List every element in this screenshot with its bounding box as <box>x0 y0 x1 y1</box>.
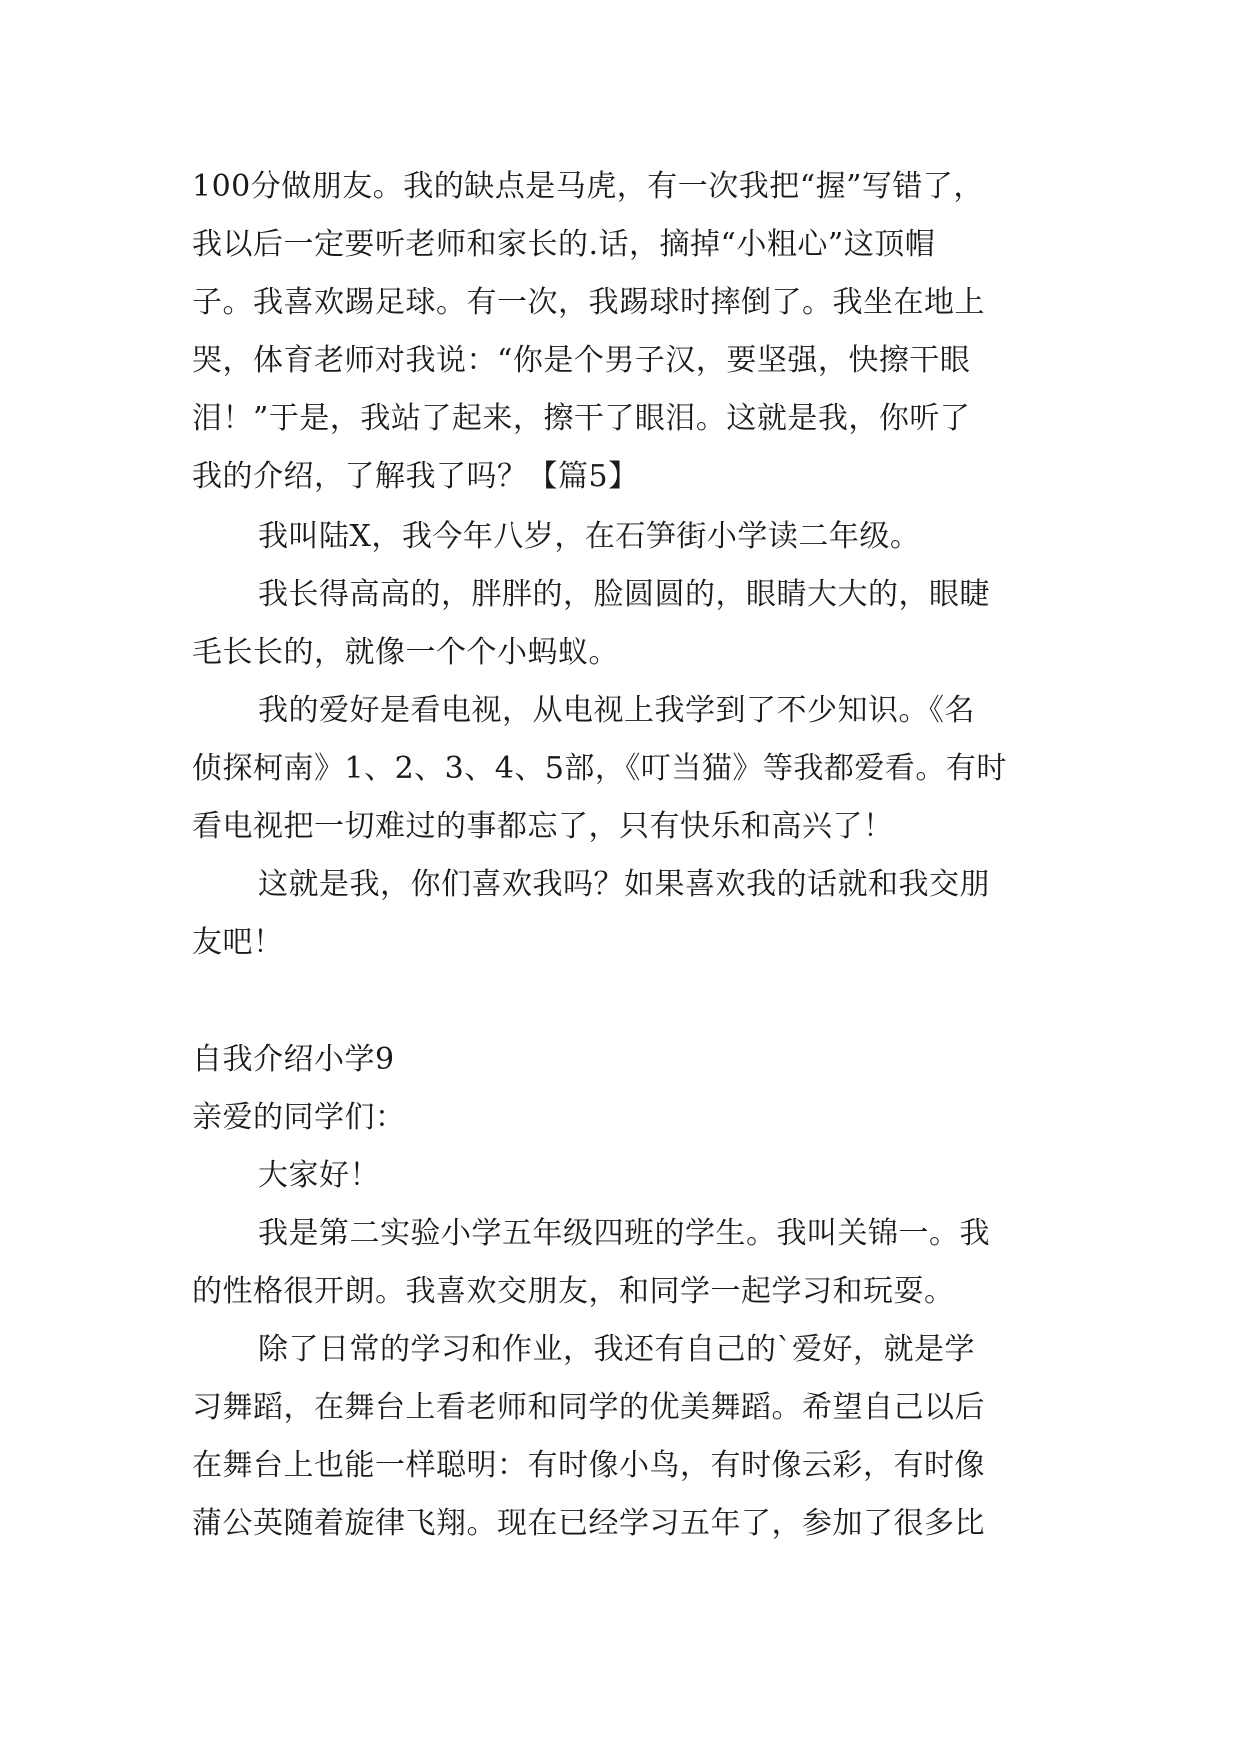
text-line: 子。我喜欢踢足球。有一次，我踢球时摔倒了。我坐在地上 <box>192 285 985 320</box>
paragraph-start-line: 我叫陆X，我今年八岁，在石笋街小学读二年级。 <box>258 519 921 554</box>
paragraph-start-line: 我的爱好是看电视，从电视上我学到了不少知识。《名 <box>258 693 975 728</box>
text-line: 习舞蹈，在舞台上看老师和同学的优美舞蹈。希望自己以后 <box>192 1390 985 1425</box>
text-line: 毛长长的，就像一个个小蚂蚁。 <box>192 635 619 670</box>
text-line: 我以后一定要听老师和家长的.话，摘掉“小粗心”这顶帽 <box>192 227 936 262</box>
paragraph-start-line: 我是第二实验小学五年级四班的学生。我叫关锦一。我 <box>258 1216 990 1251</box>
paragraph-start-line: 我长得高高的，胖胖的，脸圆圆的，眼睛大大的，眼睫 <box>258 577 990 612</box>
text-line: 侦探柯南》1、2、3、4、5部，《叮当猫》等我都爱看。有时 <box>192 751 1007 786</box>
paragraph-start-line: 这就是我，你们喜欢我吗？如果喜欢我的话就和我交朋 <box>258 867 990 902</box>
text-line: 泪！”于是，我站了起来，擦干了眼泪。这就是我，你听了 <box>192 401 971 436</box>
greeting-line: 大家好！ <box>258 1158 380 1193</box>
salutation: 亲爱的同学们： <box>192 1100 406 1135</box>
text-line: 友吧！ <box>192 925 284 960</box>
text-line: 100分做朋友。我的缺点是马虎，有一次我把“握”写错了， <box>192 169 984 204</box>
text-line: 在舞台上也能一样聪明：有时像小鸟，有时像云彩，有时像 <box>192 1448 985 1483</box>
paragraph-start-line: 除了日常的学习和作业，我还有自己的`爱好，就是学 <box>258 1332 975 1367</box>
text-line: 看电视把一切难过的事都忘了，只有快乐和高兴了！ <box>192 809 894 844</box>
section-heading: 自我介绍小学9 <box>192 1042 395 1077</box>
text-line: 的性格很开朗。我喜欢交朋友，和同学一起学习和玩耍。 <box>192 1274 955 1309</box>
text-line: 我的介绍，了解我了吗？【篇5】 <box>192 459 639 494</box>
text-line: 哭，体育老师对我说：“你是个男子汉，要坚强，快擦干眼 <box>192 343 971 378</box>
text-line: 蒲公英随着旋律飞翔。现在已经学习五年了，参加了很多比 <box>192 1506 985 1541</box>
